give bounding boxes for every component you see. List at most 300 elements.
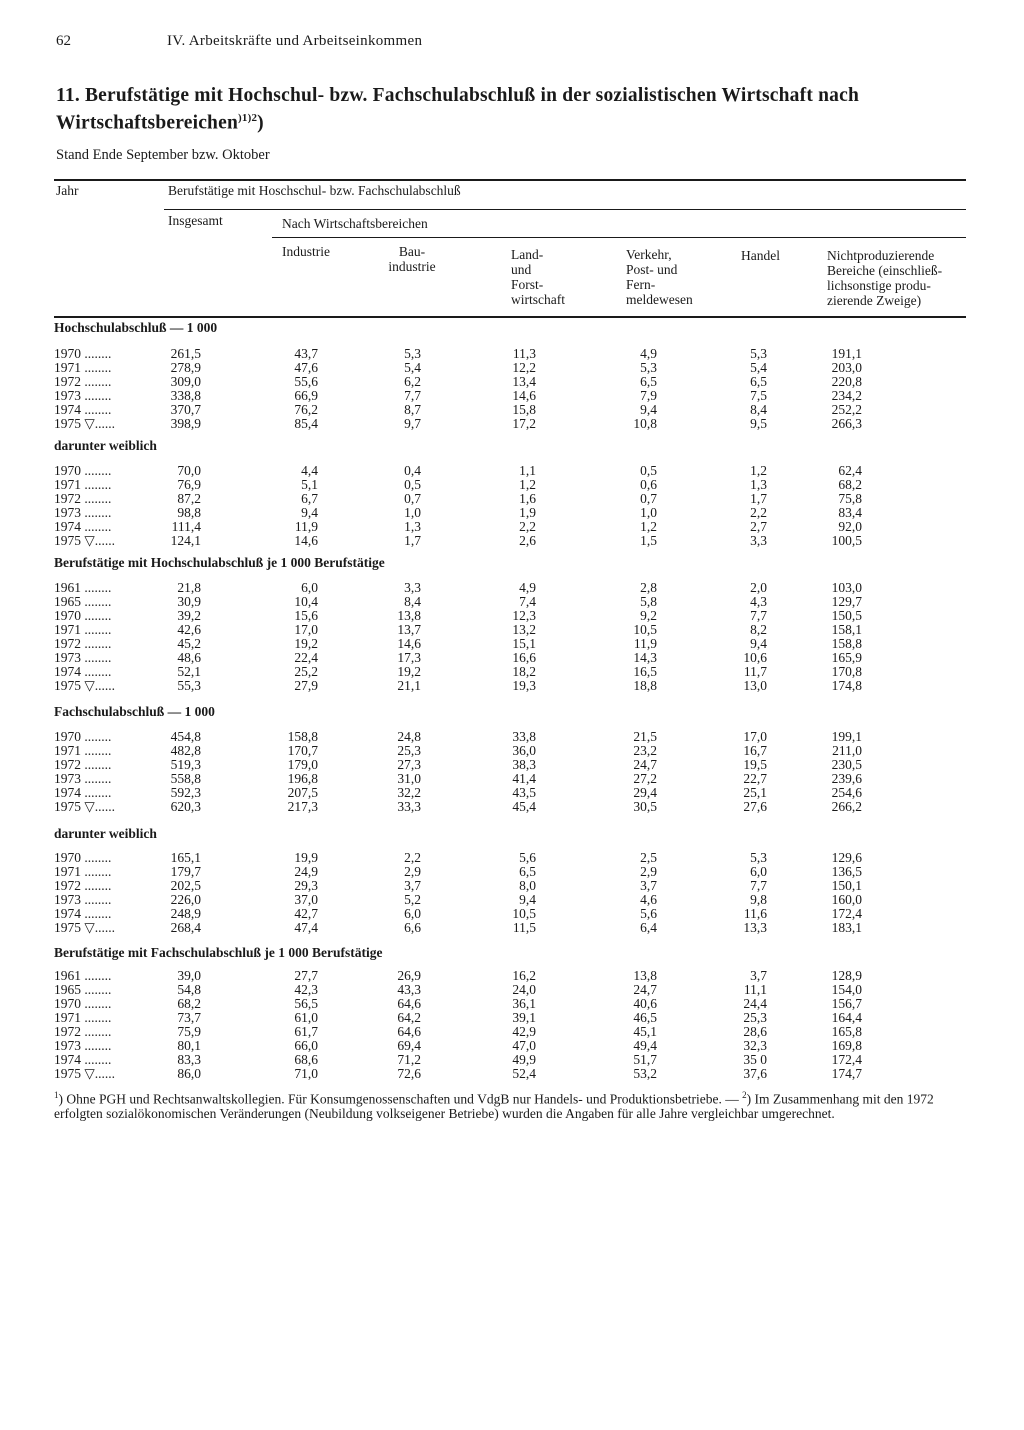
table-row bbox=[0, 1067, 1024, 1081]
cell-value: 0,5 bbox=[640, 463, 657, 478]
cell-value: 156,7 bbox=[831, 996, 862, 1011]
table-row bbox=[0, 609, 1024, 623]
cell-value: 35 0 bbox=[743, 1052, 767, 1067]
cell-value: 23,2 bbox=[633, 743, 657, 758]
cell-value: 558,8 bbox=[170, 771, 201, 786]
cell-value: 226,0 bbox=[170, 892, 201, 907]
title-text: 11. Berufstätige mit Hochschul- bzw. Fachschulabschluß in der sozialistischen Wirtschaft nach Wirtschaftsbereichen bbox=[56, 85, 859, 134]
row-year: 1973 ........ bbox=[54, 650, 112, 665]
cell-value: 5,6 bbox=[640, 906, 657, 921]
cell-value: 230,5 bbox=[831, 757, 862, 772]
row-year: 1975 ▽...... bbox=[54, 678, 116, 693]
cell-value: 266,2 bbox=[831, 799, 862, 814]
cell-value: 207,5 bbox=[287, 785, 318, 800]
cell-value: 76,9 bbox=[177, 477, 201, 492]
cell-value: 12,2 bbox=[512, 360, 536, 375]
cell-value: 154,0 bbox=[831, 982, 862, 997]
cell-value: 62,4 bbox=[838, 463, 862, 478]
cell-value: 30,5 bbox=[633, 799, 657, 814]
cell-value: 220,8 bbox=[831, 374, 862, 389]
cell-value: 13,7 bbox=[397, 622, 421, 637]
cell-value: 27,6 bbox=[743, 799, 767, 814]
cell-value: 17,2 bbox=[512, 416, 536, 431]
cell-value: 2,9 bbox=[404, 864, 421, 879]
cell-value: 56,5 bbox=[294, 996, 318, 1011]
cell-value: 39,0 bbox=[177, 968, 201, 983]
cell-value: 620,3 bbox=[170, 799, 201, 814]
cell-value: 268,4 bbox=[170, 920, 201, 935]
cell-value: 70,0 bbox=[177, 463, 201, 478]
cell-value: 5,3 bbox=[640, 360, 657, 375]
cell-value: 24,0 bbox=[512, 982, 536, 997]
header-industrie: Industrie bbox=[282, 244, 330, 259]
cell-value: 211,0 bbox=[832, 743, 862, 758]
header-land-forstwirtschaft: Land- und Forst- wirtschaft bbox=[511, 247, 565, 307]
cell-value: 338,8 bbox=[170, 388, 201, 403]
cell-value: 52,4 bbox=[512, 1066, 536, 1081]
row-year: 1971 ........ bbox=[54, 622, 112, 637]
row-year: 1974 ........ bbox=[54, 664, 112, 679]
cell-value: 22,7 bbox=[743, 771, 767, 786]
cell-value: 30,9 bbox=[177, 594, 201, 609]
chapter-heading: IV. Arbeitskräfte und Arbeitseinkommen bbox=[167, 33, 423, 49]
cell-value: 172,4 bbox=[831, 1052, 862, 1067]
row-year: 1975 ▽...... bbox=[54, 920, 116, 935]
cell-value: 7,7 bbox=[750, 608, 767, 623]
cell-value: 519,3 bbox=[170, 757, 201, 772]
cell-value: 19,5 bbox=[743, 757, 767, 772]
cell-value: 3,3 bbox=[750, 533, 767, 548]
cell-value: 3,7 bbox=[404, 878, 421, 893]
cell-value: 71,2 bbox=[397, 1052, 421, 1067]
cell-value: 164,4 bbox=[831, 1010, 862, 1025]
cell-value: 14,6 bbox=[512, 388, 536, 403]
cell-value: 3,7 bbox=[640, 878, 657, 893]
cell-value: 21,1 bbox=[397, 678, 421, 693]
header-insgesamt: Insgesamt bbox=[168, 213, 223, 228]
cell-value: 2,5 bbox=[640, 850, 657, 865]
cell-value: 13,8 bbox=[397, 608, 421, 623]
cell-value: 482,8 bbox=[170, 743, 201, 758]
cell-value: 11,1 bbox=[743, 982, 767, 997]
cell-value: 165,1 bbox=[170, 850, 201, 865]
cell-value: 49,9 bbox=[512, 1052, 536, 1067]
cell-value: 92,0 bbox=[838, 519, 862, 534]
cell-value: 47,6 bbox=[294, 360, 318, 375]
cell-value: 16,5 bbox=[633, 664, 657, 679]
cell-value: 1,5 bbox=[640, 533, 657, 548]
cell-value: 16,7 bbox=[743, 743, 767, 758]
cell-value: 6,4 bbox=[640, 920, 657, 935]
cell-value: 98,8 bbox=[177, 505, 201, 520]
cell-value: 165,8 bbox=[831, 1024, 862, 1039]
cell-value: 17,0 bbox=[743, 729, 767, 744]
cell-value: 8,0 bbox=[519, 878, 536, 893]
cell-value: 49,4 bbox=[633, 1038, 657, 1053]
cell-value: 73,7 bbox=[177, 1010, 201, 1025]
cell-value: 87,2 bbox=[177, 491, 201, 506]
cell-value: 69,4 bbox=[397, 1038, 421, 1053]
row-year: 1975 ▽...... bbox=[54, 533, 116, 548]
cell-value: 6,0 bbox=[404, 906, 421, 921]
row-year: 1974 ........ bbox=[54, 519, 112, 534]
row-year: 1973 ........ bbox=[54, 771, 112, 786]
cell-value: 9,4 bbox=[750, 636, 767, 651]
row-year: 1965 ........ bbox=[54, 594, 112, 609]
cell-value: 5,3 bbox=[750, 346, 767, 361]
cell-value: 16,6 bbox=[512, 650, 536, 665]
cell-value: 6,7 bbox=[301, 491, 318, 506]
row-year: 1961 ........ bbox=[54, 580, 112, 595]
cell-value: 196,8 bbox=[287, 771, 318, 786]
cell-value: 3,3 bbox=[404, 580, 421, 595]
row-year: 1971 ........ bbox=[54, 1010, 112, 1025]
cell-value: 48,6 bbox=[177, 650, 201, 665]
cell-value: 36,0 bbox=[512, 743, 536, 758]
row-year: 1970 ........ bbox=[54, 729, 112, 744]
table-row bbox=[0, 893, 1024, 907]
cell-value: 9,8 bbox=[750, 892, 767, 907]
table-row bbox=[0, 730, 1024, 744]
cell-value: 158,8 bbox=[831, 636, 862, 651]
header-group-rule bbox=[164, 209, 966, 210]
cell-value: 217,3 bbox=[287, 799, 318, 814]
cell-value: 6,5 bbox=[750, 374, 767, 389]
cell-value: 266,3 bbox=[831, 416, 862, 431]
cell-value: 2,2 bbox=[750, 505, 767, 520]
cell-value: 2,2 bbox=[519, 519, 536, 534]
cell-value: 2,0 bbox=[750, 580, 767, 595]
cell-value: 9,4 bbox=[640, 402, 657, 417]
cell-value: 5,8 bbox=[640, 594, 657, 609]
cell-value: 234,2 bbox=[831, 388, 862, 403]
cell-value: 179,0 bbox=[287, 757, 318, 772]
section-title: Fachschulabschluß — 1 000 bbox=[54, 704, 215, 719]
row-year: 1971 ........ bbox=[54, 360, 112, 375]
cell-value: 46,5 bbox=[633, 1010, 657, 1025]
cell-value: 61,0 bbox=[294, 1010, 318, 1025]
cell-value: 2,2 bbox=[404, 850, 421, 865]
cell-value: 7,7 bbox=[404, 388, 421, 403]
cell-value: 5,4 bbox=[750, 360, 767, 375]
cell-value: 11,3 bbox=[512, 346, 536, 361]
cell-value: 75,9 bbox=[177, 1024, 201, 1039]
table-row bbox=[0, 969, 1024, 983]
cell-value: 6,2 bbox=[404, 374, 421, 389]
row-year: 1975 ▽...... bbox=[54, 1066, 116, 1081]
table-row bbox=[0, 623, 1024, 637]
table-row bbox=[0, 786, 1024, 800]
cell-value: 28,6 bbox=[743, 1024, 767, 1039]
cell-value: 9,7 bbox=[404, 416, 421, 431]
cell-value: 64,6 bbox=[397, 1024, 421, 1039]
cell-value: 100,5 bbox=[831, 533, 862, 548]
row-year: 1972 ........ bbox=[54, 878, 112, 893]
cell-value: 55,3 bbox=[177, 678, 201, 693]
cell-value: 7,4 bbox=[519, 594, 536, 609]
cell-value: 17,0 bbox=[294, 622, 318, 637]
row-year: 1971 ........ bbox=[54, 477, 112, 492]
cell-value: 454,8 bbox=[170, 729, 201, 744]
header-bauindustrie: Bau- industrie bbox=[388, 244, 436, 274]
cell-value: 1,2 bbox=[519, 477, 536, 492]
cell-value: 18,8 bbox=[633, 678, 657, 693]
cell-value: 42,9 bbox=[512, 1024, 536, 1039]
cell-value: 5,3 bbox=[750, 850, 767, 865]
cell-value: 68,2 bbox=[177, 996, 201, 1011]
cell-value: 150,5 bbox=[831, 608, 862, 623]
row-year: 1961 ........ bbox=[54, 968, 112, 983]
row-year: 1974 ........ bbox=[54, 402, 112, 417]
cell-value: 183,1 bbox=[831, 920, 862, 935]
cell-value: 55,6 bbox=[294, 374, 318, 389]
cell-value: 160,0 bbox=[831, 892, 862, 907]
table-row bbox=[0, 417, 1024, 431]
table-row bbox=[0, 389, 1024, 403]
cell-value: 42,6 bbox=[177, 622, 201, 637]
footnotes bbox=[54, 1088, 969, 1121]
cell-value: 47,0 bbox=[512, 1038, 536, 1053]
cell-value: 32,3 bbox=[743, 1038, 767, 1053]
row-year: 1972 ........ bbox=[54, 374, 112, 389]
cell-value: 75,8 bbox=[838, 491, 862, 506]
cell-value: 8,7 bbox=[404, 402, 421, 417]
section-title: Hochschulabschluß — 1 000 bbox=[54, 320, 218, 335]
cell-value: 12,3 bbox=[512, 608, 536, 623]
cell-value: 27,2 bbox=[633, 771, 657, 786]
cell-value: 29,4 bbox=[633, 785, 657, 800]
cell-value: 2,8 bbox=[640, 580, 657, 595]
cell-value: 45,4 bbox=[512, 799, 536, 814]
cell-value: 370,7 bbox=[170, 402, 201, 417]
cell-value: 13,3 bbox=[743, 920, 767, 935]
table-row bbox=[0, 772, 1024, 786]
cell-value: 31,0 bbox=[397, 771, 421, 786]
cell-value: 42,3 bbox=[294, 982, 318, 997]
cell-value: 66,9 bbox=[294, 388, 318, 403]
row-year: 1972 ........ bbox=[54, 1024, 112, 1039]
cell-value: 1,7 bbox=[404, 533, 421, 548]
section-title: Berufstätige mit Fachschulabschluß je 1 000 Berufstätige bbox=[54, 945, 383, 960]
cell-value: 1,7 bbox=[750, 491, 767, 506]
cell-value: 5,3 bbox=[404, 346, 421, 361]
row-year: 1972 ........ bbox=[54, 757, 112, 772]
table-row bbox=[0, 347, 1024, 361]
cell-value: 4,9 bbox=[519, 580, 536, 595]
cell-value: 14,3 bbox=[633, 650, 657, 665]
cell-value: 5,2 bbox=[404, 892, 421, 907]
cell-value: 27,9 bbox=[294, 678, 318, 693]
header-sector-rule bbox=[272, 237, 966, 238]
cell-value: 398,9 bbox=[170, 416, 201, 431]
cell-value: 128,9 bbox=[831, 968, 862, 983]
header-nichtproduzierende: Nichtproduzierende Bereiche (einschließ- lichsonstige produ- zierende Zweige) bbox=[827, 248, 943, 308]
table-row bbox=[0, 581, 1024, 595]
table-row bbox=[0, 478, 1024, 492]
title-footnote-ref-1: )1 bbox=[238, 112, 248, 124]
cell-value: 61,7 bbox=[294, 1024, 318, 1039]
cell-value: 136,5 bbox=[831, 864, 862, 879]
cell-value: 6,5 bbox=[519, 864, 536, 879]
table-row bbox=[0, 464, 1024, 478]
cell-value: 24,4 bbox=[743, 996, 767, 1011]
cell-value: 158,1 bbox=[831, 622, 862, 637]
header-group: Berufstätige mit Hoschschul- bzw. Fachschulabschluß bbox=[168, 183, 461, 198]
cell-value: 4,6 bbox=[640, 892, 657, 907]
title-close: ) bbox=[257, 112, 264, 134]
row-year: 1972 ........ bbox=[54, 636, 112, 651]
cell-value: 66,0 bbox=[294, 1038, 318, 1053]
cell-value: 239,6 bbox=[831, 771, 862, 786]
cell-value: 170,7 bbox=[287, 743, 318, 758]
cell-value: 5,1 bbox=[301, 477, 318, 492]
header-nach-wirtschaftsbereichen: Nach Wirtschaftsbereichen bbox=[282, 216, 428, 231]
cell-value: 19,2 bbox=[397, 664, 421, 679]
cell-value: 203,0 bbox=[831, 360, 862, 375]
table-row bbox=[0, 492, 1024, 506]
table-row bbox=[0, 1011, 1024, 1025]
cell-value: 54,8 bbox=[177, 982, 201, 997]
cell-value: 1,3 bbox=[750, 477, 767, 492]
table-row bbox=[0, 744, 1024, 758]
cell-value: 150,1 bbox=[831, 878, 862, 893]
cell-value: 199,1 bbox=[831, 729, 862, 744]
cell-value: 8,4 bbox=[750, 402, 767, 417]
cell-value: 27,7 bbox=[294, 968, 318, 983]
table-row bbox=[0, 520, 1024, 534]
row-year: 1965 ........ bbox=[54, 982, 112, 997]
row-year: 1970 ........ bbox=[54, 850, 112, 865]
cell-value: 592,3 bbox=[170, 785, 201, 800]
row-year: 1974 ........ bbox=[54, 906, 112, 921]
row-year: 1970 ........ bbox=[54, 996, 112, 1011]
cell-value: 39,1 bbox=[512, 1010, 536, 1025]
cell-value: 0,5 bbox=[404, 477, 421, 492]
cell-value: 2,7 bbox=[750, 519, 767, 534]
footnote-2-mark: 2 bbox=[742, 1090, 747, 1100]
cell-value: 13,4 bbox=[512, 374, 536, 389]
cell-value: 16,2 bbox=[512, 968, 536, 983]
cell-value: 47,4 bbox=[294, 920, 318, 935]
section-title: Berufstätige mit Hochschulabschluß je 1 000 Berufstätige bbox=[54, 555, 385, 570]
cell-value: 45,2 bbox=[177, 636, 201, 651]
cell-value: 13,8 bbox=[633, 968, 657, 983]
cell-value: 15,8 bbox=[512, 402, 536, 417]
table-row bbox=[0, 879, 1024, 893]
cell-value: 40,6 bbox=[633, 996, 657, 1011]
table-row bbox=[0, 983, 1024, 997]
cell-value: 43,5 bbox=[512, 785, 536, 800]
cell-value: 4,9 bbox=[640, 346, 657, 361]
row-year: 1971 ........ bbox=[54, 864, 112, 879]
row-year: 1974 ........ bbox=[54, 1052, 112, 1067]
cell-value: 64,2 bbox=[397, 1010, 421, 1025]
cell-value: 169,8 bbox=[831, 1038, 862, 1053]
cell-value: 0,7 bbox=[640, 491, 657, 506]
cell-value: 11,5 bbox=[512, 920, 536, 935]
cell-value: 6,6 bbox=[404, 920, 421, 935]
cell-value: 7,5 bbox=[750, 388, 767, 403]
cell-value: 129,6 bbox=[831, 850, 862, 865]
cell-value: 15,6 bbox=[294, 608, 318, 623]
cell-value: 17,3 bbox=[397, 650, 421, 665]
cell-value: 8,4 bbox=[404, 594, 421, 609]
cell-value: 72,6 bbox=[397, 1066, 421, 1081]
cell-value: 10,8 bbox=[633, 416, 657, 431]
cell-value: 191,1 bbox=[831, 346, 862, 361]
table-row bbox=[0, 921, 1024, 935]
cell-value: 41,4 bbox=[512, 771, 536, 786]
cell-value: 45,1 bbox=[633, 1024, 657, 1039]
table-row bbox=[0, 1053, 1024, 1067]
cell-value: 103,0 bbox=[831, 580, 862, 595]
cell-value: 165,9 bbox=[831, 650, 862, 665]
cell-value: 22,4 bbox=[294, 650, 318, 665]
cell-value: 10,5 bbox=[512, 906, 536, 921]
cell-value: 14,6 bbox=[294, 533, 318, 548]
row-year: 1970 ........ bbox=[54, 608, 112, 623]
cell-value: 248,9 bbox=[170, 906, 201, 921]
cell-value: 6,5 bbox=[640, 374, 657, 389]
cell-value: 38,3 bbox=[512, 757, 536, 772]
cell-value: 21,8 bbox=[177, 580, 201, 595]
cell-value: 11,7 bbox=[743, 664, 767, 679]
header-bottom-rule bbox=[54, 316, 966, 318]
cell-value: 6,0 bbox=[750, 864, 767, 879]
cell-value: 309,0 bbox=[170, 374, 201, 389]
cell-value: 24,8 bbox=[397, 729, 421, 744]
section-title: darunter weiblich bbox=[54, 438, 157, 453]
title-footnote-ref-2: )2 bbox=[247, 112, 258, 124]
table-row bbox=[0, 651, 1024, 665]
cell-value: 76,2 bbox=[294, 402, 318, 417]
cell-value: 33,8 bbox=[512, 729, 536, 744]
cell-value: 0,7 bbox=[404, 491, 421, 506]
cell-value: 24,9 bbox=[294, 864, 318, 879]
cell-value: 1,9 bbox=[519, 505, 536, 520]
cell-value: 26,9 bbox=[397, 968, 421, 983]
cell-value: 71,0 bbox=[294, 1066, 318, 1081]
table-subtitle: Stand Ende September bzw. Oktober bbox=[56, 147, 270, 163]
cell-value: 33,3 bbox=[397, 799, 421, 814]
cell-value: 80,1 bbox=[177, 1038, 201, 1053]
footnote-1-text: ) Ohne PGH und Rechtsanwaltskollegien. Für Konsumgenossenschaften und VdgB nur Handels- und Produktionsbetriebe. — bbox=[58, 1091, 743, 1107]
cell-value: 11,9 bbox=[633, 636, 657, 651]
cell-value: 39,2 bbox=[177, 608, 201, 623]
table-row bbox=[0, 506, 1024, 520]
cell-value: 10,5 bbox=[633, 622, 657, 637]
cell-value: 172,4 bbox=[831, 906, 862, 921]
cell-value: 43,7 bbox=[294, 346, 318, 361]
cell-value: 10,6 bbox=[743, 650, 767, 665]
footnote-1-mark: 1 bbox=[54, 1090, 59, 1100]
row-year: 1975 ▽...... bbox=[54, 799, 116, 814]
cell-value: 261,5 bbox=[170, 346, 201, 361]
cell-value: 4,4 bbox=[301, 463, 318, 478]
header-top-rule bbox=[54, 179, 966, 181]
row-year: 1975 ▽...... bbox=[54, 416, 116, 431]
cell-value: 51,7 bbox=[633, 1052, 657, 1067]
cell-value: 21,5 bbox=[633, 729, 657, 744]
cell-value: 111,4 bbox=[171, 519, 201, 534]
cell-value: 0,6 bbox=[640, 477, 657, 492]
cell-value: 5,4 bbox=[404, 360, 421, 375]
footnote-2-text: ) Im Zusammenhang mit den 1972 erfolgten sozialökonomischen Veränderungen (Neubildung volkseigener Betriebe) wurden die Angaben für alle Jahre vergleichbar umgerechnet. bbox=[54, 1091, 934, 1121]
cell-value: 43,3 bbox=[397, 982, 421, 997]
cell-value: 7,7 bbox=[750, 878, 767, 893]
cell-value: 68,2 bbox=[838, 477, 862, 492]
row-year: 1970 ........ bbox=[54, 346, 112, 361]
